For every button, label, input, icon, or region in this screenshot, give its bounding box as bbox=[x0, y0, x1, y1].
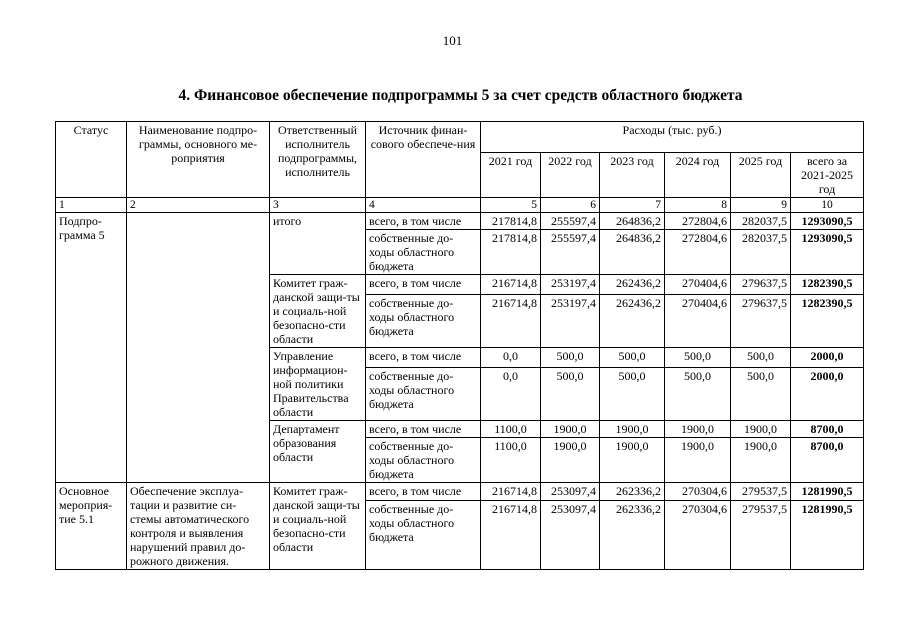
source-cell: собственные до-ходы областного бюджета bbox=[366, 501, 481, 570]
source-cell: всего, в том числе bbox=[366, 213, 481, 230]
executor-cell: Комитет граж-данской защи-ты и социаль-ной безопасно-сти области bbox=[270, 483, 366, 570]
header-year: 2024 год bbox=[665, 153, 731, 198]
column-number-row bbox=[56, 198, 864, 213]
value-cell: 1900,0 bbox=[541, 421, 600, 438]
value-cell: 272804,6 bbox=[665, 213, 731, 230]
header-expenses: Расходы (тыс. руб.) bbox=[481, 122, 864, 153]
column-number: 9 bbox=[731, 198, 791, 213]
status-cell: Основное мероприя-тие 5.1 bbox=[56, 483, 127, 570]
total-cell: 8700,0 bbox=[791, 438, 864, 483]
value-cell: 500,0 bbox=[665, 368, 731, 421]
value-cell: 270304,6 bbox=[665, 483, 731, 501]
value-cell: 500,0 bbox=[731, 368, 791, 421]
column-number: 3 bbox=[270, 198, 366, 213]
value-cell: 500,0 bbox=[665, 348, 731, 368]
value-cell: 253097,4 bbox=[541, 501, 600, 570]
source-cell: собственные до-ходы областного бюджета bbox=[366, 368, 481, 421]
value-cell: 1900,0 bbox=[541, 438, 600, 483]
value-cell: 217814,8 bbox=[481, 230, 541, 275]
value-cell: 500,0 bbox=[541, 348, 600, 368]
total-cell: 2000,0 bbox=[791, 368, 864, 421]
value-cell: 253197,4 bbox=[541, 275, 600, 295]
header-year: 2023 год bbox=[600, 153, 665, 198]
executor-cell: Комитет граж-данской защи-ты и социаль-ной безопасно-сти области bbox=[270, 275, 366, 348]
source-cell: собственные до-ходы областного бюджета bbox=[366, 438, 481, 483]
value-cell: 1900,0 bbox=[600, 421, 665, 438]
value-cell: 264836,2 bbox=[600, 230, 665, 275]
header-status: Статус bbox=[56, 122, 127, 198]
source-cell: всего, в том числе bbox=[366, 483, 481, 501]
value-cell: 255597,4 bbox=[541, 230, 600, 275]
value-cell: 255597,4 bbox=[541, 213, 600, 230]
header-year: 2022 год bbox=[541, 153, 600, 198]
column-number: 4 bbox=[366, 198, 481, 213]
value-cell: 253097,4 bbox=[541, 483, 600, 501]
value-cell: 217814,8 bbox=[481, 213, 541, 230]
header-name: Наименование подпро-граммы, основного ме-роприятия bbox=[127, 122, 270, 198]
value-cell: 279637,5 bbox=[731, 275, 791, 295]
executor-cell: Управление информацион-ной политики Правительства области bbox=[270, 348, 366, 421]
column-number: 7 bbox=[600, 198, 665, 213]
source-cell: всего, в том числе bbox=[366, 275, 481, 295]
value-cell: 262336,2 bbox=[600, 483, 665, 501]
total-cell: 1282390,5 bbox=[791, 275, 864, 295]
header-year: 2021 год bbox=[481, 153, 541, 198]
page-number: 101 bbox=[442, 33, 463, 48]
value-cell: 1100,0 bbox=[481, 438, 541, 483]
total-cell: 2000,0 bbox=[791, 348, 864, 368]
column-number: 6 bbox=[541, 198, 600, 213]
column-number: 5 bbox=[481, 198, 541, 213]
page-title: 4. Финансовое обеспечение подпрограммы 5 за счет средств областного бюджета bbox=[178, 87, 743, 104]
value-cell: 279637,5 bbox=[731, 295, 791, 348]
column-number: 1 bbox=[56, 198, 127, 213]
value-cell: 0,0 bbox=[481, 368, 541, 421]
name-cell bbox=[127, 213, 270, 483]
executor-cell: итого bbox=[270, 213, 366, 275]
name-cell: Обеспечение эксплуа-тации и развитие си-стемы автоматического контроля и выявления нарушений правил до-рожного движения. bbox=[127, 483, 270, 570]
budget-table bbox=[55, 121, 864, 570]
total-cell: 1293090,5 bbox=[791, 230, 864, 275]
value-cell: 262436,2 bbox=[600, 275, 665, 295]
value-cell: 253197,4 bbox=[541, 295, 600, 348]
total-cell: 8700,0 bbox=[791, 421, 864, 438]
value-cell: 262336,2 bbox=[600, 501, 665, 570]
value-cell: 500,0 bbox=[541, 368, 600, 421]
total-cell: 1281990,5 bbox=[791, 483, 864, 501]
value-cell: 1900,0 bbox=[665, 438, 731, 483]
source-cell: собственные до-ходы областного бюджета bbox=[366, 295, 481, 348]
value-cell: 216714,8 bbox=[481, 483, 541, 501]
value-cell: 500,0 bbox=[731, 348, 791, 368]
value-cell: 216714,8 bbox=[481, 501, 541, 570]
header-year: 2025 год bbox=[731, 153, 791, 198]
source-cell: всего, в том числе bbox=[366, 421, 481, 438]
table-row bbox=[56, 213, 864, 230]
source-cell: собственные до-ходы областного бюджета bbox=[366, 230, 481, 275]
total-cell: 1293090,5 bbox=[791, 213, 864, 230]
executor-cell: Департамент образования области bbox=[270, 421, 366, 483]
value-cell: 1900,0 bbox=[665, 421, 731, 438]
value-cell: 270304,6 bbox=[665, 501, 731, 570]
value-cell: 1100,0 bbox=[481, 421, 541, 438]
value-cell: 216714,8 bbox=[481, 295, 541, 348]
value-cell: 264836,2 bbox=[600, 213, 665, 230]
header-executor: Ответственный исполнитель подпрограммы, исполнитель bbox=[270, 122, 366, 198]
value-cell: 272804,6 bbox=[665, 230, 731, 275]
header-source: Источник финан-сового обеспече-ния bbox=[366, 122, 481, 198]
value-cell: 500,0 bbox=[600, 348, 665, 368]
header-total: всего за 2021-2025 год bbox=[791, 153, 864, 198]
column-number: 8 bbox=[665, 198, 731, 213]
value-cell: 279537,5 bbox=[731, 483, 791, 501]
column-number: 10 bbox=[791, 198, 864, 213]
column-number: 2 bbox=[127, 198, 270, 213]
total-cell: 1282390,5 bbox=[791, 295, 864, 348]
value-cell: 262436,2 bbox=[600, 295, 665, 348]
source-cell: всего, в том числе bbox=[366, 348, 481, 368]
value-cell: 0,0 bbox=[481, 348, 541, 368]
status-cell: Подпро-грамма 5 bbox=[56, 213, 127, 483]
value-cell: 270404,6 bbox=[665, 275, 731, 295]
total-cell: 1281990,5 bbox=[791, 501, 864, 570]
value-cell: 282037,5 bbox=[731, 230, 791, 275]
table-row bbox=[56, 483, 864, 501]
value-cell: 500,0 bbox=[600, 368, 665, 421]
value-cell: 1900,0 bbox=[731, 438, 791, 483]
value-cell: 279537,5 bbox=[731, 501, 791, 570]
value-cell: 1900,0 bbox=[600, 438, 665, 483]
value-cell: 216714,8 bbox=[481, 275, 541, 295]
value-cell: 1900,0 bbox=[731, 421, 791, 438]
value-cell: 270404,6 bbox=[665, 295, 731, 348]
value-cell: 282037,5 bbox=[731, 213, 791, 230]
